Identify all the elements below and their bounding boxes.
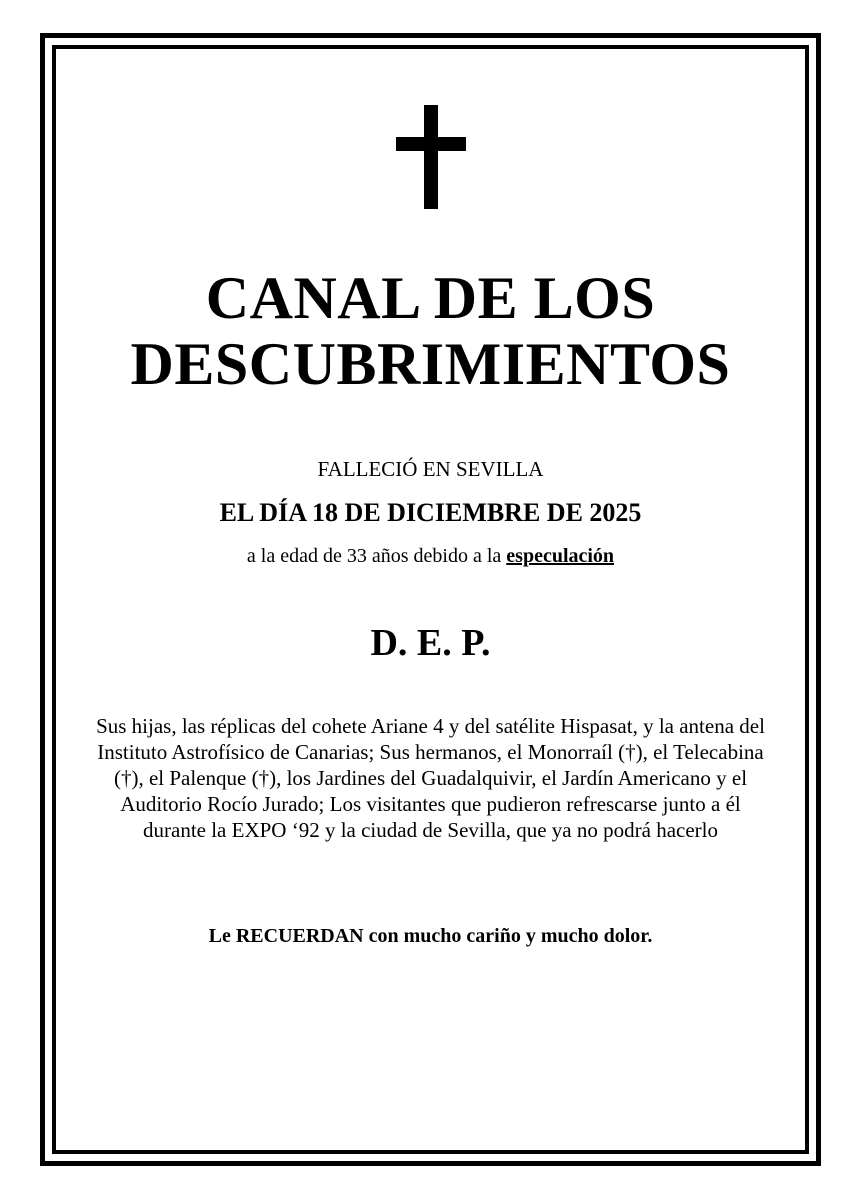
- rip-abbreviation: D. E. P.: [370, 622, 491, 664]
- latin-cross-icon: [396, 105, 466, 209]
- title-line-1: CANAL DE LOS: [205, 265, 656, 331]
- age-text: a la edad de 33 años debido a la: [246, 545, 507, 567]
- cause-of-death: especulación: [506, 545, 615, 567]
- age-and-cause: [56, 545, 805, 568]
- death-place: FALLECIÓ EN SEVILLA: [317, 457, 544, 481]
- obituary-notice: [56, 49, 805, 1150]
- title-line-2: DESCUBRIMIENTOS: [130, 331, 731, 397]
- mourners-paragraph: Sus hijas, las réplicas del cohete Ariane 4 y del satélite Hispasat, y la antena del Instituto Astrofísico de Canarias; Sus hermanos, el Monorraíl (†), el Telecabina (†), el Palenque (†), los Jardines del Guadalquivir, el Jardín Americano y el Auditorio Rocío Jurado; Los visitantes que pudieron refrescarse junto a él durante la EXPO ‘92 y la ciudad de Sevilla, que ya no podrá hacerlo: [96, 714, 765, 842]
- closing-remembrance: Le RECUERDAN con mucho cariño y mucho dolor.: [208, 925, 653, 947]
- obituary-title: [56, 265, 805, 397]
- death-date: EL DÍA 18 DE DICIEMBRE DE 2025: [219, 498, 642, 527]
